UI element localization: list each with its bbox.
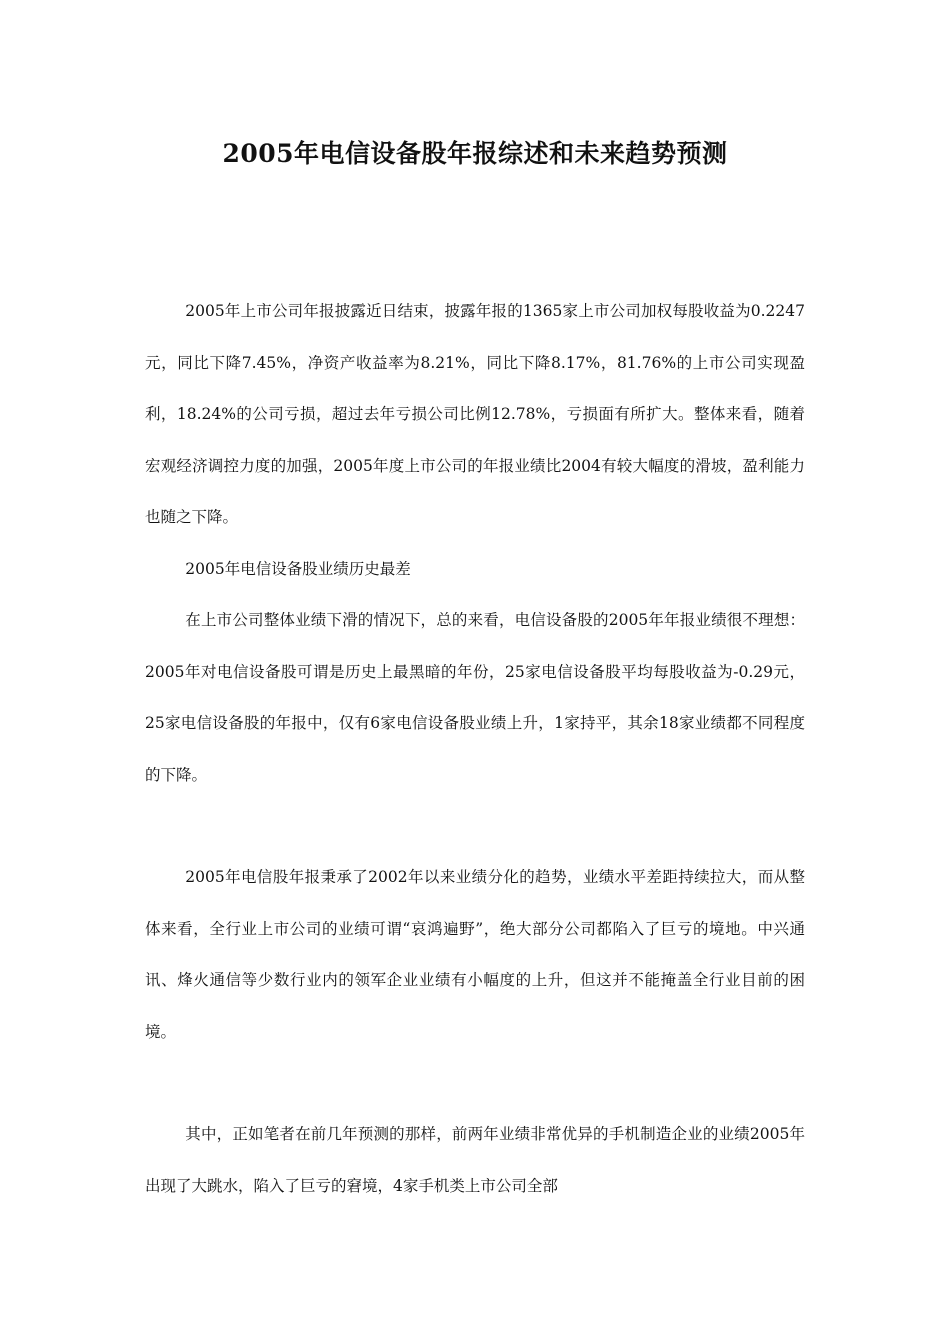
paragraph-performance-divergence: 2005年电信股年报秉承了2002年以来业绩分化的趋势，业绩水平差距持续拉大，而从整体来看，全行业上市公司的业绩可谓“哀鸿遍野”，绝大部分公司都陷入了巨亏的境地。中兴通讯、烽火通信等少数行业内的领军企业业绩有小幅度的上升，但这并不能掩盖全行业目前的困境。 (145, 868, 805, 1041)
document-title: 2005年电信设备股年报综述和未来趋势预测 (222, 139, 728, 168)
paragraph-subheading-worst-performance: 2005年电信设备股业绩历史最差 (185, 559, 411, 578)
paragraph-annual-report-overview: 2005年上市公司年报披露近日结束，披露年报的1365家上市公司加权每股收益为0.2247 元，同比下降7.45%，净资产收益率为8.21%，同比下降8.17%，81.76%的上市公司实现盈利，18.24%的公司亏损，超过去年亏损公司比例12.78%，亏损面有所扩大。整体来看，随着宏观经济调控力度的加强，2005年度上市公司的年报业绩比2004有较大幅度的滑坡，盈利能力也随之下降。 (145, 302, 805, 526)
paragraph-spacer (145, 1058, 805, 1109)
document-body (145, 286, 805, 1212)
paragraph-telecom-equipment-performance: 在上市公司整体业绩下滑的情况下，总的来看，电信设备股的2005年年报业绩很不理想：2005年对电信设备股可谓是历史上最黑暗的年份，25家电信设备股平均每股收益为-0.29元，25家电信设备股的年报中，仅有6家电信设备股业绩上升，1家持平，其余18家业绩都不同程度的下降。 (145, 611, 805, 784)
paragraph-spacer (145, 801, 805, 852)
paragraph-handset-makers: 其中，正如笔者在前几年预测的那样，前两年业绩非常优异的手机制造企业的业绩2005年出现了大跳水，陷入了巨亏的窘境，4家手机类上市公司全部 (145, 1125, 805, 1195)
